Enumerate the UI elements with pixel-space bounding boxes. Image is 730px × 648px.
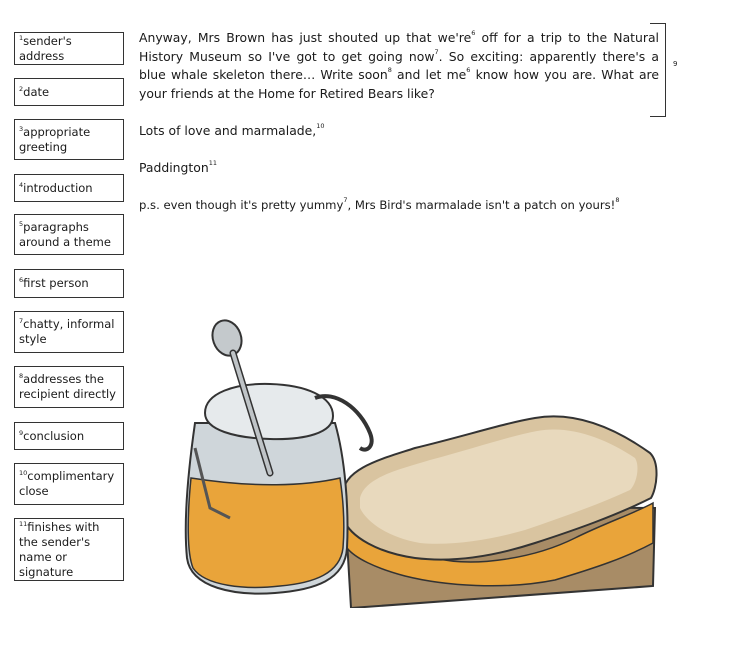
letter-signature: Paddington$^{11}$ bbox=[139, 159, 217, 175]
label-addresses-recipient: $^8$addresses the recipient directly bbox=[14, 366, 124, 408]
marmalade-illustration bbox=[175, 318, 660, 608]
label-senders-address: $^1$sender's address bbox=[14, 32, 124, 65]
marmalade-sandwich-icon bbox=[343, 416, 657, 608]
letter-postscript: p.s. even though it's pretty yummy$^7$, Mrs Bird's marmalade isn't a patch on yours!$^8$ bbox=[139, 196, 620, 212]
bracket-number: 9 bbox=[673, 60, 678, 68]
label-informal-style: $^7$chatty, informal style bbox=[14, 311, 124, 353]
label-date: $^2$date bbox=[14, 78, 124, 106]
label-greeting: $^3$appropriate greeting bbox=[14, 119, 124, 160]
conclusion-bracket bbox=[650, 23, 666, 117]
label-paragraphs: $^5$paragraphs around a theme bbox=[14, 214, 124, 255]
label-complimentary-close: $^{10}$complimentary close bbox=[14, 463, 124, 505]
letter-conclusion-paragraph: Anyway, Mrs Brown has just shouted up that $we're^6$ off for a trip to the Natural History Museum so I've got to get going now$^7$. So exciting: apparently there's a blue whale skeleton there… Write soon$^8$ and let $me^6$ know how you are. What are your friends at the Home for Retired Bears like? bbox=[139, 29, 660, 101]
letter-complimentary-close: Lots of love and marmalade,$^{10}$ bbox=[139, 122, 325, 138]
label-signature: $^{11}$finishes with the sender's name or signature bbox=[14, 518, 124, 581]
label-first-person: $^6$first person bbox=[14, 269, 124, 298]
label-conclusion: $^9$conclusion bbox=[14, 422, 124, 450]
label-introduction: $^4$introduction bbox=[14, 174, 124, 202]
marmalade-jar-icon bbox=[186, 384, 372, 594]
